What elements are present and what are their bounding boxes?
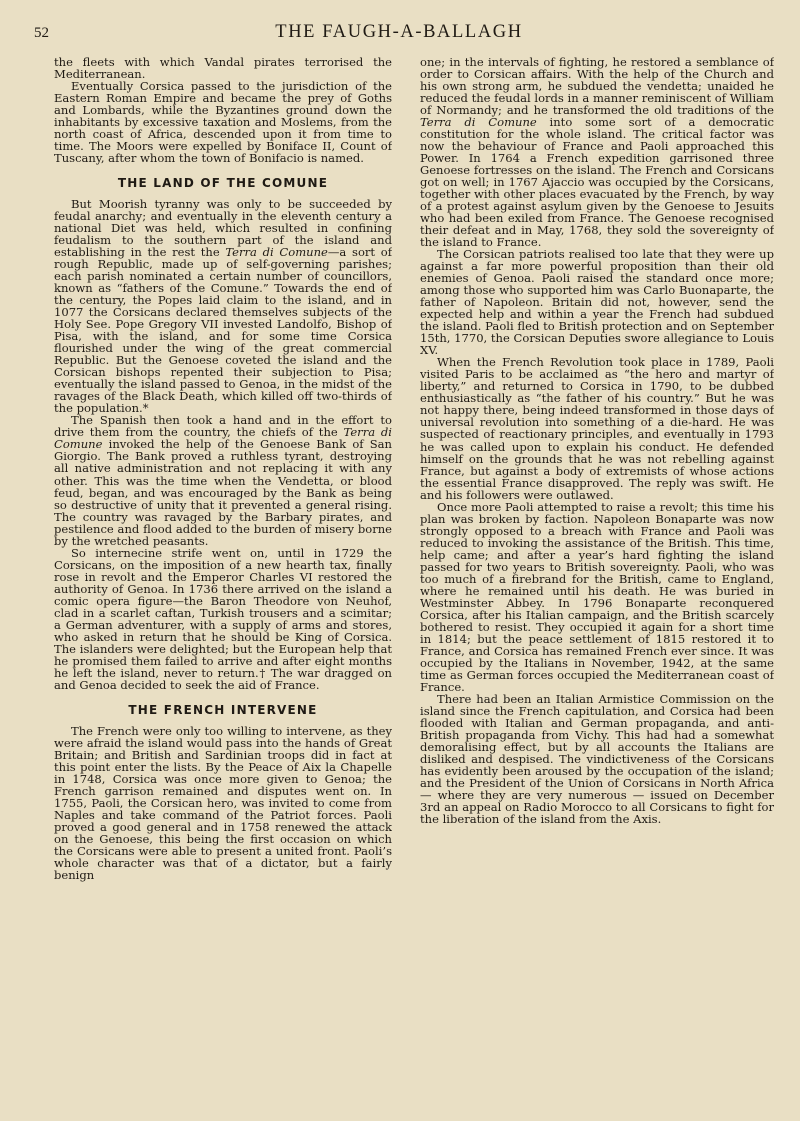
paragraph: Once more Paoli attempted to raise a revolt; this time his plan was broken by faction. Napoleon Bonaparte was now strongly opposed to a breach with France and Paoli was reduced to invoking the assistance of the British. This time, help came; and after a year’s hard fighting the island passed for two years to British sovereignty. Paoli, who was too much of a firebrand for the British, came to England, where he remained until his death. He was buried in Westminster Abbey. In 1796 Bonaparte reconquered Corsica, after his Italian campaign, and the British scarcely bothered to resist. They occupied it again for a short time in 1814; but the peace settlement of 1815 restored it to France, and Corsica has remained French ever since. It was occupied by the Italians in November, 1942, at the same time as German forces occupied the Mediterranean coast of France. bbox=[420, 499, 774, 694]
left-column bbox=[54, 56, 392, 1104]
paragraph: one; in the intervals of fighting, he restored a semblance of order to Corsican affairs. With the help of the Church and his own strong arm, he subdued the vendetta; unaided he reduced the feudal lords in a manner reminiscent of William of Normandy; and he transformed the old traditions of the Terra di Comune into some sort of a democratic constitution for the whole island. The critical factor was now the behaviour of France and Paoli approached this Power. In 1764 a French expedition garrisoned three Genoese fortresses on the island. The French and Corsicans got on well; in 1767 Ajaccio was occupied by the Corsicans, together with other places evacuated by the French, by way of a protest against asylum given by the Genoese to Jesuits who had been exiled from France. The Genoese recognised their defeat and in May, 1768, they sold the sovereignty of the island to France. bbox=[420, 56, 774, 250]
right-column bbox=[420, 56, 774, 1104]
running-title: THE FAUGH-A-BALLAGH bbox=[275, 22, 523, 42]
paragraph: When the French Revolution took place in 1789, Paoli visited Paris to be acclaimed as “the hero and martyr of liberty,” and returned to Corsica in 1790, to be dubbed enthusiastically as “the father of his country.” But he was not happy there, being indeed transformed in those days of universal revolution into something of a die-hard. He was suspected of reactionary principles, and eventually in 1793 he was called upon to explain his conduct. He defended himself on the grounds that he was not rebelling against France, but against a body of extremists of whose actions the essential France disapproved. The reply was swift. He and his followers were outlawed. bbox=[420, 355, 774, 502]
paragraph: The Corsican patriots realised too late that they were up against a far more powerful proposition than their old enemies of Genoa. Paoli raised the standard once more; among those who supported him was Carlo Buonaparte, the father of Napoleon. Britain did not, however, send the expected help and within a year the French had subdued the island. Paoli fled to British protection and on September 15th, 1770, the Corsican Deputies swore allegiance to Louis XV. bbox=[420, 247, 774, 358]
paragraph: Eventually Corsica passed to the jurisdiction of the Eastern Roman Empire and became the prey of Goths and Lombards, while the Byzantines ground down the inhabitants by excessive taxation and Moslems, from the north coast of Africa, descended upon it from time to time. The Moors were expelled by Boniface II, Count of Tuscany, after whom the town of Bonifacio is named. bbox=[54, 79, 392, 166]
paragraph: But Moorish tyranny was only to be succeeded by feudal anarchy; and eventually in the eleventh century a national Diet was held, which resulted in confining feudalism to the southern part of the island and establishing in the rest the Terra di Comune—a sort of rough Republic, made up of self-governing parishes; each parish nominated a certain number of councillors, known as “fathers of the Comune.” Towards the end of the century, the Popes laid claim to the island, and in 1077 the Corsicans declared themselves subjects of the Holy See. Pope Gregory VII invested Landolfo, Bishop of Pisa, with the island, and for some time Corsica flourished under the wing of the great commercial Republic. But the Genoese coveted the island and the Corsican bishops repented their subjection to Pisa; eventually the island passed to Genoa, in the midst of the ravages of the Black Death, which killed off two-thirds of the population.* bbox=[54, 197, 392, 416]
paragraph: There had been an Italian Armistice Commission on the island since the French capitulation, and Corsica had been flooded with Italian and German propaganda, and anti-British propaganda from Vichy. This had had a somewhat demoralising effect, but by all accounts the Italians are disliked and despised. The vindictiveness of the Corsicans has evidently been aroused by the occupation of the island; and the President of the Union of Corsicans in North Africa — where they are very numerous — issued on December 3rd an appeal on Radio Morocco to all Corsicans to fight for the liberation of the island from the Axis. bbox=[420, 691, 774, 826]
paragraph: The Spanish then took a hand and in the effort to drive them from the country, the chiefs of the Terra di Comune invoked the help of the Genoese Bank of San Giorgio. The Bank proved a ruthless tyrant, destroying all native administration and not replacing it with any other. This was the time when the Vendetta, or blood feud, began, and was encouraged by the Bank as being so destructive of unity that it prevented a general rising. The country was ravaged by the Barbary pirates, and pestilence and flood added to the burden of misery borne by the wretched peasants. bbox=[54, 413, 392, 548]
paragraph: the fleets with which Vandal pirates terrorised the Mediterranean. bbox=[54, 56, 392, 82]
page-header bbox=[34, 22, 764, 46]
section-heading: THE LAND OF THE COMUNE bbox=[117, 176, 329, 191]
section-heading: THE FRENCH INTERVENE bbox=[128, 702, 318, 717]
page-number: 52 bbox=[34, 25, 49, 41]
paragraph: So internecine strife went on, until in 1729 the Corsicans, on the imposition of a new hearth tax, finally rose in revolt and the Emperor Charles VI restored the authority of Genoa. In 1736 there arrived on the island a comic opera figure—the Baron Theodore von Neuhof, clad in a scarlet caftan, Turkish trousers and a scimitar; a German adventurer, with a supply of arms and stores, who asked in return that he should be King of Corsica. The islanders were delighted; but the European help that he promised them failed to arrive and after eight months he left the island, never to return.† The war dragged on and Genoa decided to seek the aid of France. bbox=[54, 545, 392, 692]
paragraph: The French were only too willing to intervene, as they were afraid the island would pass into the hands of Great Britain; and British and Sardinian troops did in fact at this point enter the lists. By the Peace of Aix la Chapelle in 1748, Corsica was once more given to Genoa; the French garrison remained and disputes went on. In 1755, Paoli, the Corsican hero, was invited to come from Naples and take command of the Patriot forces. Paoli proved a good general and in 1758 renewed the attack on the Genoese, this being the first occasion on which the Corsicans were able to present a united front. Paoli’s whole character was that of a dictator, but a fairly benign bbox=[54, 723, 392, 882]
